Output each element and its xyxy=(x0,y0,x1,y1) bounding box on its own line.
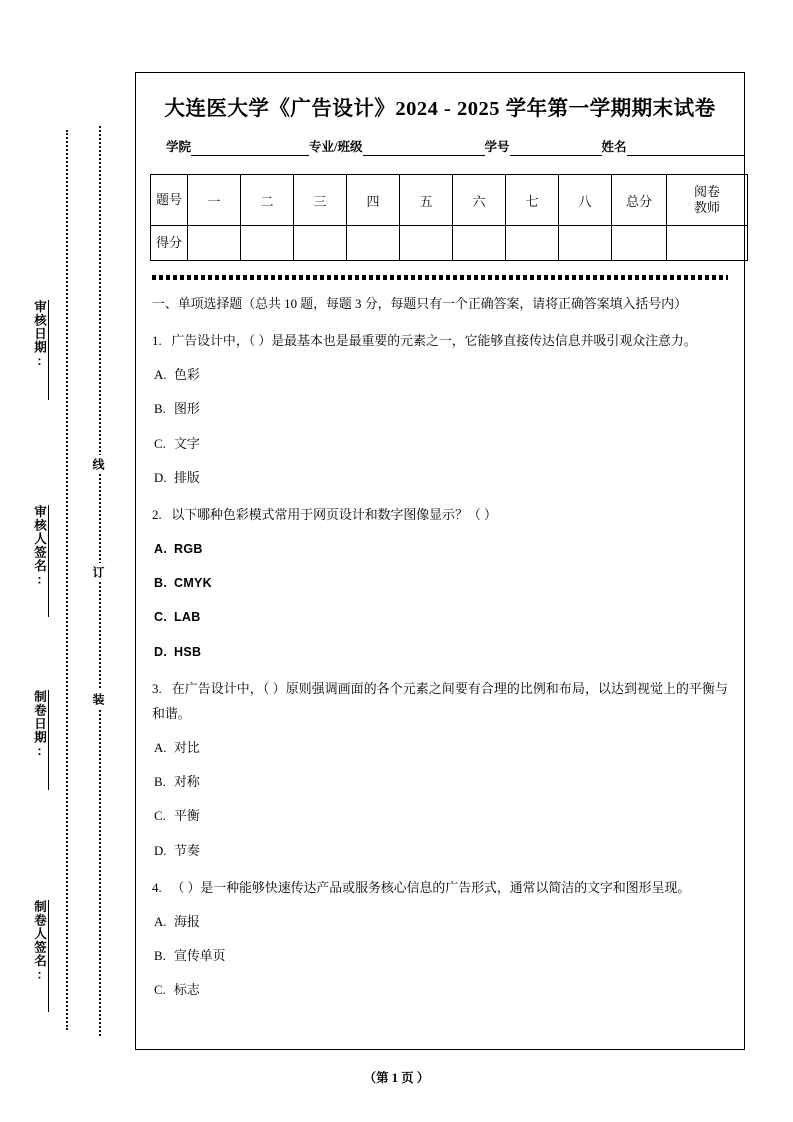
question-1-option-d[interactable] xyxy=(152,466,728,491)
line-marker: 线 xyxy=(92,455,104,473)
college-blank[interactable] xyxy=(191,142,309,156)
col-header-3: 三 xyxy=(294,175,347,226)
col-header-7: 七 xyxy=(506,175,559,226)
question-3-option-c[interactable] xyxy=(152,804,728,829)
pack-marker: 装 xyxy=(92,690,104,708)
question-2-option-a-text: RGB xyxy=(174,542,203,557)
make-signature-label: 制卷人签名: xyxy=(33,900,49,1012)
bind-marker-wrap xyxy=(92,563,104,586)
question-2-option-b[interactable] xyxy=(152,571,728,596)
question-2-option-c-letter: C. xyxy=(154,610,168,625)
teacher-label-line1: 阅卷 xyxy=(693,183,720,199)
question-3 xyxy=(152,677,728,727)
question-2-option-d-text: HSB xyxy=(174,644,202,659)
question-1-option-b[interactable] xyxy=(152,397,728,422)
audit-date-label: 审核日期: xyxy=(33,300,49,400)
row-label-score xyxy=(151,226,188,261)
question-3-option-c-letter: C. xyxy=(154,809,166,824)
question-4-text: （ ）是一种能够快速传达产品或服务核心信息的广告形式，通常以简洁的文字和图形呈现。 xyxy=(171,880,691,895)
col-header-total: 总分 xyxy=(612,175,667,226)
question-4-option-c-text: 标志 xyxy=(174,983,200,998)
name-field[interactable] xyxy=(602,137,745,156)
question-2-number: 2. xyxy=(152,507,162,522)
question-1-number: 1. xyxy=(152,334,162,349)
question-2-option-a-letter: A. xyxy=(154,542,168,557)
col-header-4: 四 xyxy=(347,175,400,226)
question-2-option-a[interactable] xyxy=(152,537,728,562)
score-table-header-row xyxy=(151,175,748,226)
question-4-option-b[interactable] xyxy=(152,944,728,969)
col-header-5: 五 xyxy=(400,175,453,226)
question-3-option-d-letter: D. xyxy=(154,843,167,858)
score-cell-2[interactable] xyxy=(241,226,294,261)
make-date-label: 制卷日期: xyxy=(33,690,49,790)
question-3-option-a[interactable] xyxy=(152,736,728,761)
pack-marker-wrap xyxy=(92,690,104,713)
question-1-option-d-letter: D. xyxy=(154,470,167,485)
question-4-option-c[interactable] xyxy=(152,978,728,1003)
question-1 xyxy=(152,329,728,354)
row-label-number-text: 题号 xyxy=(155,191,182,207)
name-blank[interactable] xyxy=(627,142,745,156)
teacher-label-line2: 教师 xyxy=(693,200,720,215)
major-class-label: 专业/班级 xyxy=(309,140,363,154)
col-header-1: 一 xyxy=(188,175,241,226)
exam-paper-box xyxy=(135,72,745,1050)
score-cell-6[interactable] xyxy=(453,226,506,261)
score-cell-8[interactable] xyxy=(559,226,612,261)
name-label: 姓名 xyxy=(601,140,627,154)
question-3-option-a-text: 对比 xyxy=(174,741,200,756)
score-cell-teacher[interactable] xyxy=(667,226,748,261)
line-marker-wrap xyxy=(92,455,104,478)
binding-margin-strip xyxy=(0,0,130,1122)
question-1-option-b-text: 图形 xyxy=(174,402,200,417)
page-footer: （第 1 页 ） xyxy=(363,1071,430,1085)
student-id-field[interactable] xyxy=(485,137,602,156)
col-header-8: 八 xyxy=(559,175,612,226)
question-4-option-a-letter: A. xyxy=(154,914,167,929)
question-3-option-a-letter: A. xyxy=(154,741,167,756)
question-2-option-c-text: LAB xyxy=(174,610,201,625)
question-1-text: 广告设计中，（ ）是最基本也是最重要的元素之一，它能够直接传达信息并吸引观众注意力。 xyxy=(171,334,697,349)
student-id-label: 学号 xyxy=(484,140,510,154)
score-cell-5[interactable] xyxy=(400,226,453,261)
question-4-option-c-letter: C. xyxy=(154,983,166,998)
question-body xyxy=(152,292,728,1003)
col-header-teacher xyxy=(667,175,748,226)
page-title: 大连医大学《广告设计》2024 - 2025 学年第一学期期末试卷 xyxy=(164,98,716,120)
col-header-2: 二 xyxy=(241,175,294,226)
row-label-number xyxy=(151,175,188,226)
question-3-number: 3. xyxy=(152,681,162,696)
question-4-option-a[interactable] xyxy=(152,910,728,935)
question-2-option-b-text: CMYK xyxy=(174,576,213,591)
question-1-option-a[interactable] xyxy=(152,363,728,388)
col-header-6: 六 xyxy=(453,175,506,226)
question-3-option-b[interactable] xyxy=(152,770,728,795)
outer-dotted-line xyxy=(66,130,68,1030)
major-class-field[interactable] xyxy=(309,137,484,156)
bind-marker: 订 xyxy=(92,563,104,581)
question-2-option-c[interactable] xyxy=(152,605,728,630)
score-table xyxy=(150,174,748,261)
college-label: 学院 xyxy=(166,140,192,154)
question-1-option-a-text: 色彩 xyxy=(174,368,200,383)
question-1-option-c[interactable] xyxy=(152,432,728,457)
question-3-option-c-text: 平衡 xyxy=(174,809,200,824)
section-heading-1: 一、单项选择题（总共 10 题，每题 3 分，每题只有一个正确答案，请将正确答案填入括号内） xyxy=(152,297,687,311)
question-3-option-d-text: 节奏 xyxy=(174,843,200,858)
question-1-option-a-letter: A. xyxy=(154,368,167,383)
question-4 xyxy=(152,876,728,901)
row-label-score-text: 得分 xyxy=(155,234,182,250)
score-cell-4[interactable] xyxy=(347,226,400,261)
college-field[interactable] xyxy=(166,137,309,156)
question-2-option-d[interactable] xyxy=(152,640,728,665)
question-4-number: 4. xyxy=(152,880,162,895)
major-class-blank[interactable] xyxy=(363,142,485,156)
question-3-text: 在广告设计中，（ ）原则强调画面的各个元素之间要有合理的比例和布局，以达到视觉上的平衡与和谐。 xyxy=(152,681,728,721)
question-2 xyxy=(152,503,728,528)
question-2-text: 以下哪种色彩模式常用于网页设计和数字图像显示？（ ） xyxy=(171,507,497,522)
question-2-option-b-letter: B. xyxy=(154,576,168,591)
question-4-option-b-text: 宣传单页 xyxy=(174,948,226,963)
question-4-option-b-letter: B. xyxy=(154,948,166,963)
student-id-blank[interactable] xyxy=(510,142,602,156)
question-1-option-c-letter: C. xyxy=(154,436,166,451)
question-3-option-d[interactable] xyxy=(152,839,728,864)
question-3-option-b-letter: B. xyxy=(154,775,166,790)
score-table-score-row xyxy=(151,226,748,261)
question-2-option-d-letter: D. xyxy=(154,644,168,659)
score-cell-3[interactable] xyxy=(294,226,347,261)
question-4-option-a-text: 海报 xyxy=(174,914,200,929)
student-info-row xyxy=(166,137,724,156)
score-cell-7[interactable] xyxy=(506,226,559,261)
score-cell-total[interactable] xyxy=(612,226,667,261)
question-1-option-d-text: 排版 xyxy=(174,470,200,485)
question-1-option-b-letter: B. xyxy=(154,402,166,417)
audit-signature-label: 审核人签名: xyxy=(33,505,49,617)
dotted-divider xyxy=(152,275,728,280)
score-cell-1[interactable] xyxy=(188,226,241,261)
question-3-option-b-text: 对称 xyxy=(174,775,200,790)
question-1-option-c-text: 文字 xyxy=(174,436,200,451)
